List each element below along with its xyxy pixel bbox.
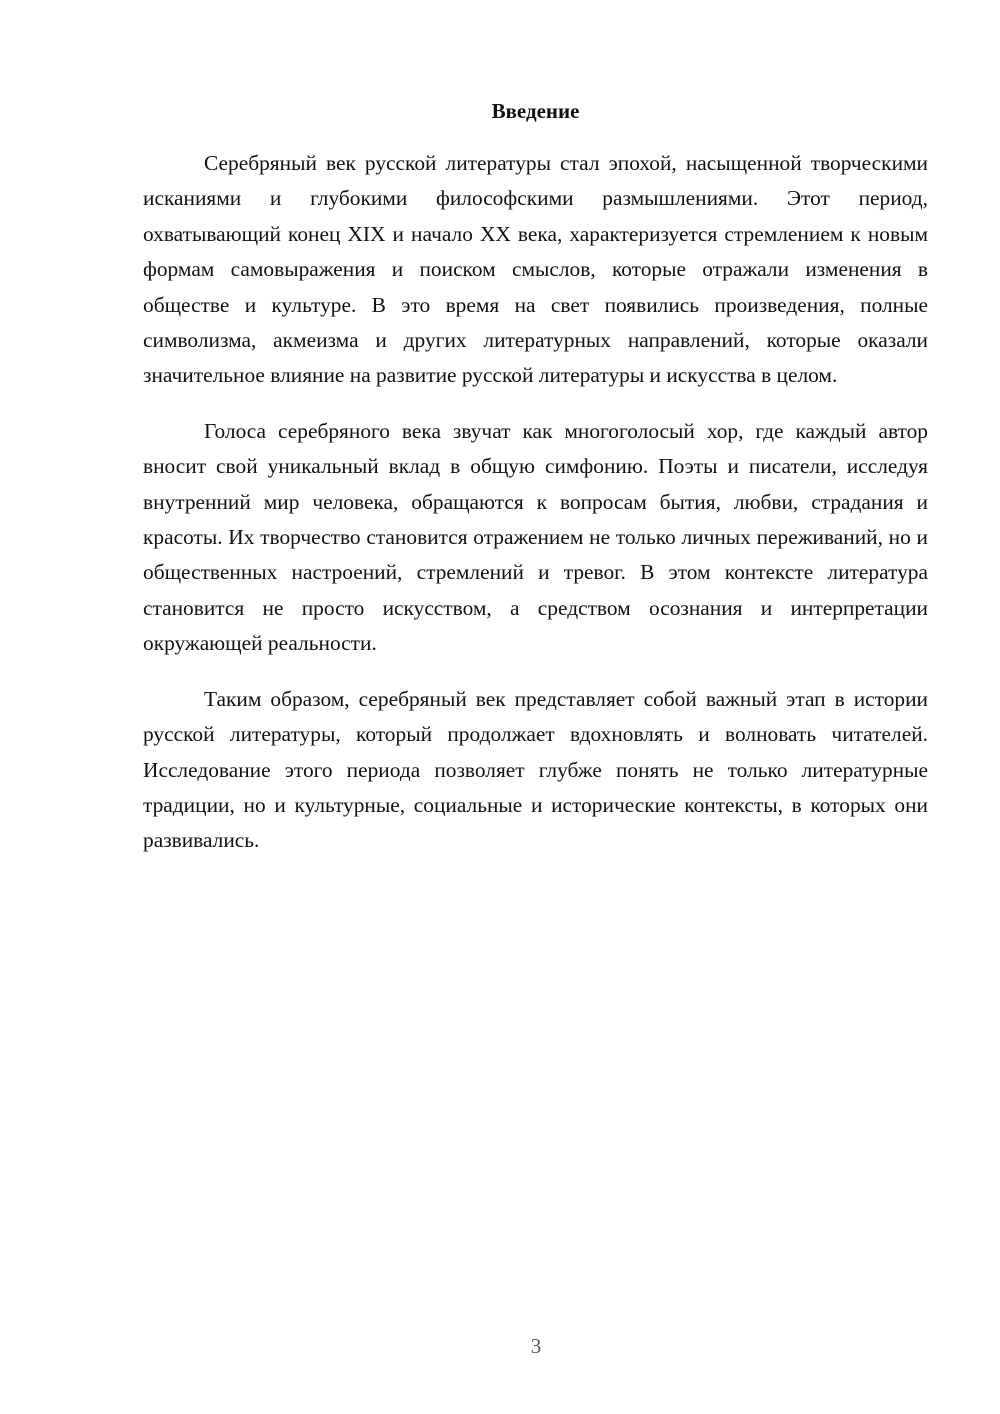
paragraph-1: Серебряный век русской литературы стал эпохой, насыщенной творческими исканиями и глубокими философскими размышлениями. Этот период, охватывающий конец XIX и начало XX века, характеризуется стремлением к новым формам самовыражения и поиском смыслов, которые отражали изменения в обществе и культуре. В это время на свет появились произведения, полные символизма, акмеизма и других литературных направлений, которые оказали значительное влияние на развитие русской литературы и искусства в целом.: [143, 151, 928, 388]
document-body: [143, 96, 928, 879]
paragraph-3: Таким образом, серебряный век представляет собой важный этап в истории русской литературы, который продолжает вдохновлять и волновать читателей. Исследование этого периода позволяет глубже понять не только литературные традиции, но и культурные, социальные и исторические контексты, в которых они развивались.: [143, 686, 928, 853]
section-heading: Введение: [491, 99, 580, 123]
paragraph-2: Голоса серебряного века звучат как многоголосый хор, где каждый автор вносит свой уникальный вклад в общую симфонию. Поэты и писатели, исследуя внутренний мир человека, обращаются к вопросам бытия, любви, страдания и красоты. Их творчество становится отражением не только личных переживаний, но и общественных настроений, стремлений и тревог. В этом контексте литература становится не просто искусством, а средством осознания и интерпретации окружающей реальности.: [143, 418, 928, 656]
page-number: 3: [530, 1334, 542, 1358]
